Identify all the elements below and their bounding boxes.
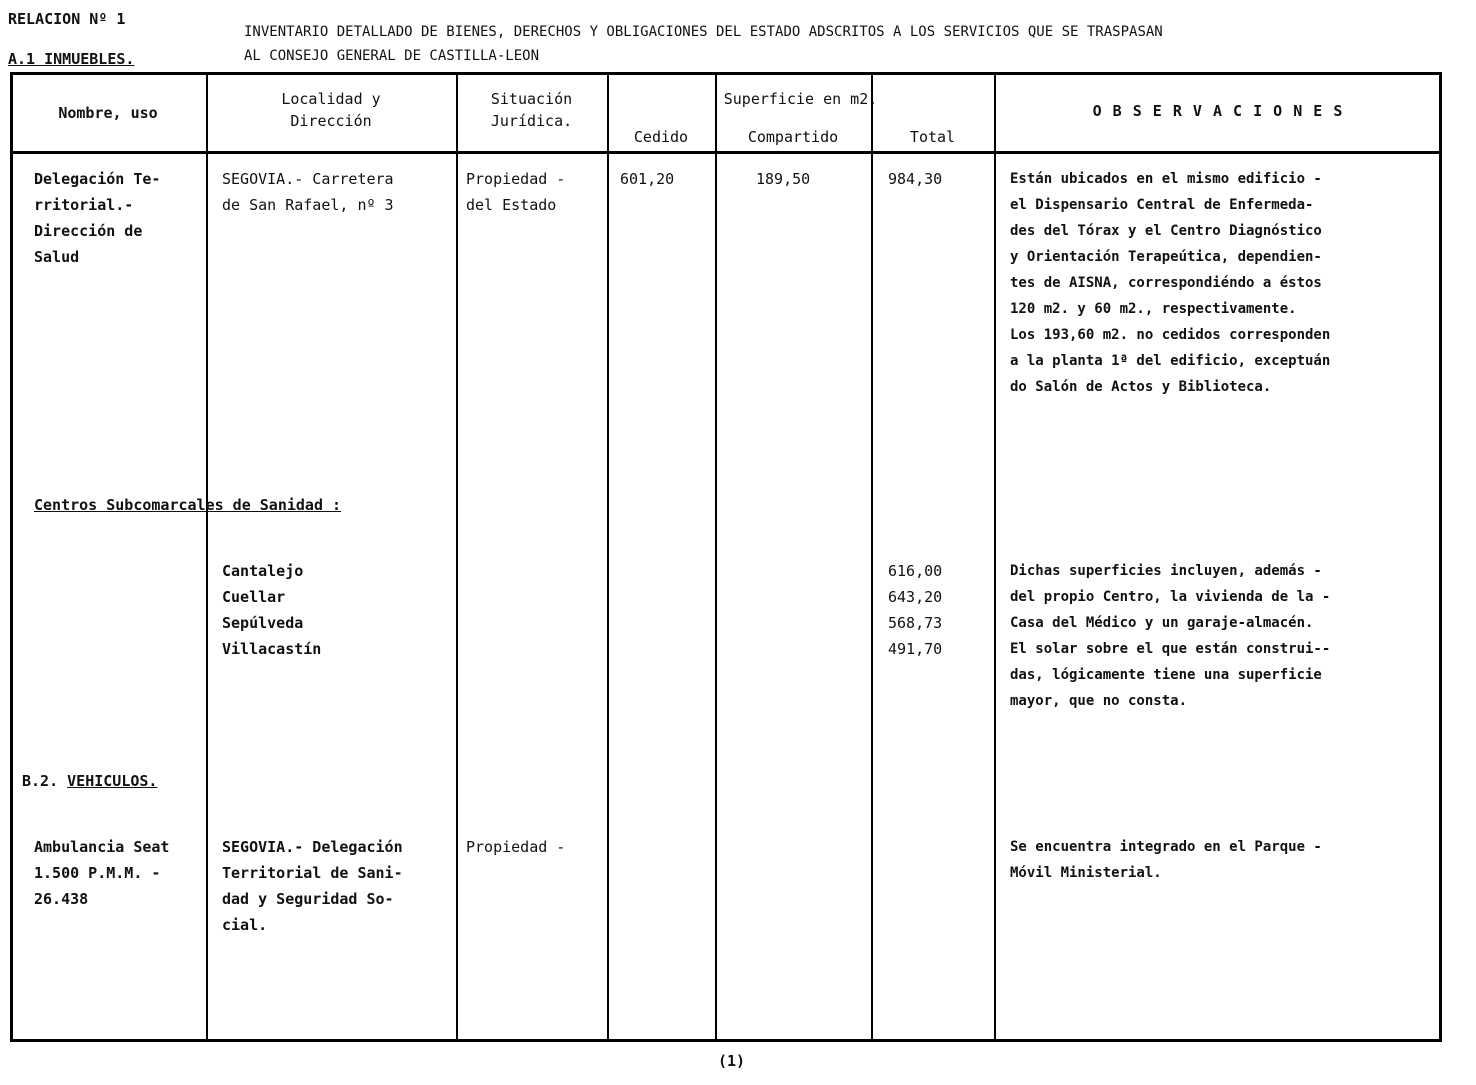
row3-observaciones: Se encuentra integrado en el Parque - Móvil Ministerial. bbox=[1010, 839, 1322, 881]
row1-cedido: 601,20 bbox=[620, 170, 675, 188]
row1-nombre: Delegación Te- rritorial.- Dirección de Salud bbox=[34, 170, 161, 266]
section-b2-label bbox=[22, 772, 157, 790]
row1-observaciones: Están ubicados en el mismo edificio - el Dispensario Central de Enfermeda- des del Tórax y el Centro Diagnóstico y Orientación Terapeútica, dependien- tes de AISNA, correspondiéndo a éstos 120 m2. y 60 m2., respectivamente. Los 193,60 m2. no cedidos corresponden a la planta 1ª del edificio, exceptuán do Salón de Actos y Biblioteca. bbox=[1010, 171, 1331, 395]
row2-observaciones: Dichas superficies incluyen, además - del propio Centro, la vivienda de la - Casa del Médico y un garaje-almacén. El solar sobre el que están construi-- das, lógicamente tiene una superficie mayor, que no consta. bbox=[1010, 563, 1331, 709]
row3-localidad: SEGOVIA.- Delegación Territorial de Sani- dad y Seguridad So- cial. bbox=[222, 838, 403, 934]
header-cedido: Cedido bbox=[633, 128, 689, 146]
row3-nombre: Ambulancia Seat 1.500 P.M.M. - 26.438 bbox=[34, 838, 170, 908]
column-divider bbox=[994, 72, 996, 1042]
row2-localidades: Cantalejo Cuellar Sepúlveda Villacastín bbox=[222, 562, 322, 658]
row1-compartido: 189,50 bbox=[756, 170, 811, 188]
page-number: (1) bbox=[718, 1052, 746, 1070]
header-compartido: Compartido bbox=[747, 128, 839, 146]
row1-situacion: Propiedad - del Estado bbox=[466, 170, 566, 214]
column-divider bbox=[206, 72, 208, 1042]
row2-totales: 616,00 643,20 568,73 491,70 bbox=[888, 562, 943, 658]
row1-localidad: SEGOVIA.- Carretera de San Rafael, nº 3 bbox=[222, 170, 394, 214]
row3-situacion: Propiedad - bbox=[466, 838, 566, 856]
column-divider bbox=[715, 72, 717, 1042]
document-title-line1: INVENTARIO DETALLADO DE BIENES, DERECHOS Y OBLIGACIONES DEL ESTADO ADSCRITOS A LOS SERVICIOS QUE SE TRASPASAN bbox=[244, 24, 1163, 40]
header-localidad: Localidad y Dirección bbox=[281, 90, 381, 130]
header-nombre: Nombre, uso bbox=[58, 104, 158, 122]
centros-subcomarcales-heading: Centros Subcomarcales de Sanidad : bbox=[34, 496, 342, 514]
column-divider bbox=[456, 72, 458, 1042]
document-title-line2: AL CONSEJO GENERAL DE CASTILLA-LEON bbox=[244, 48, 540, 64]
column-divider bbox=[607, 72, 609, 1042]
section-b2-prefix: B.2. bbox=[22, 772, 68, 790]
header-observaciones: O B S E R V A C I O N E S bbox=[1092, 102, 1344, 120]
section-b2-title: VEHICULOS. bbox=[67, 772, 158, 790]
relacion-number: RELACION Nº 1 bbox=[8, 10, 126, 28]
section-a1-label: A.1 INMUEBLES. bbox=[8, 50, 135, 68]
header-situacion: Situación Jurídica. bbox=[490, 90, 573, 130]
row1-total: 984,30 bbox=[888, 170, 943, 188]
header-total: Total bbox=[909, 128, 956, 146]
header-superficie: Superficie en m2. bbox=[723, 90, 878, 108]
column-divider bbox=[871, 72, 873, 1042]
header-rule bbox=[10, 151, 1442, 154]
